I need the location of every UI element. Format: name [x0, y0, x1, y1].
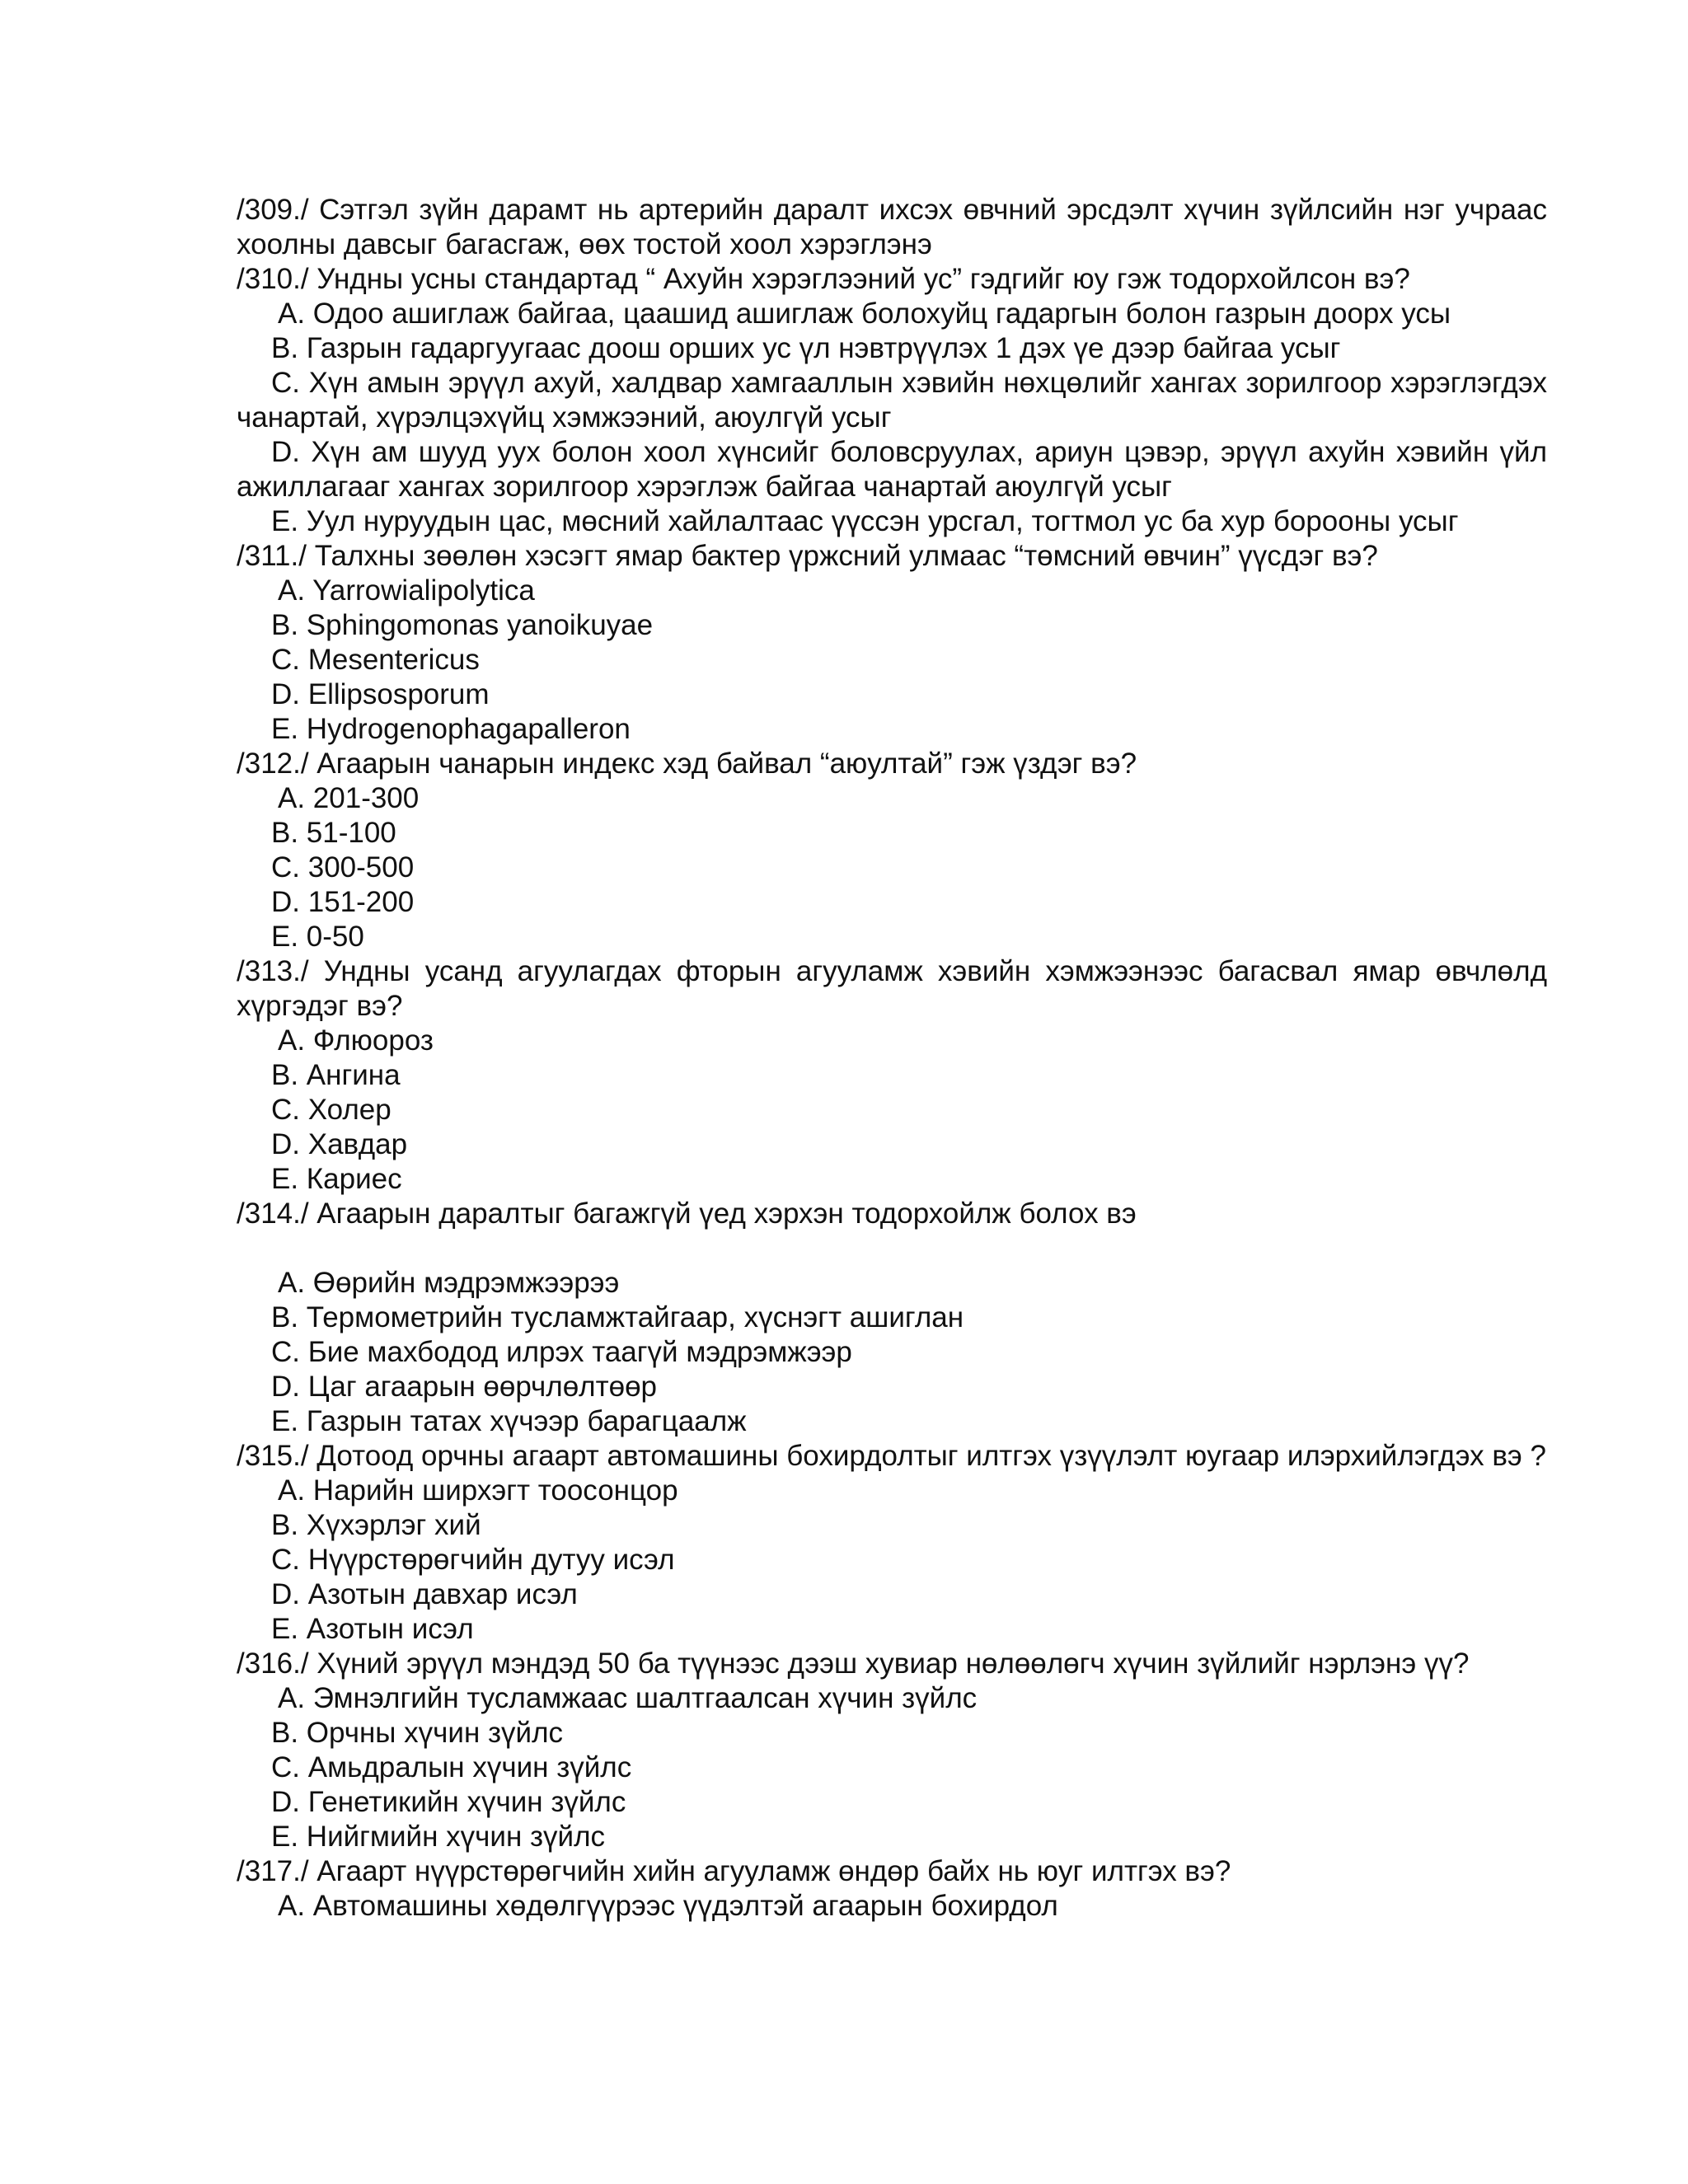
option-314-a: A. Өөрийн мэдрэмжээрээ	[278, 1267, 620, 1299]
option-316-b: B. Орчны хүчин зүйлс	[271, 1717, 564, 1749]
option-314-c: C. Бие махбодод илрэх таагүй мэдрэмжээр	[271, 1336, 852, 1368]
option-315-b: B. Хүхэрлэг хий	[271, 1509, 481, 1541]
option-313-c: C. Холер	[271, 1094, 392, 1126]
question-311: /311./ Талхны зөөлөн хэсэгт ямар бактер үржсний улмаас “төмсний өвчин” үүсдэг вэ?	[237, 540, 1378, 572]
option-315-c: C. Нүүрстөрөгчийн дутуу исэл	[271, 1544, 675, 1576]
option-312-a: A. 201-300	[278, 782, 420, 814]
question-312: /312./ Агаарын чанарын индекс хэд байвал “аюултай” гэж үздэг вэ?	[237, 748, 1137, 780]
blank-line	[237, 1231, 1547, 1266]
option-316-a: A. Эмнэлгийн тусламжаас шалтгаалсан хүчин зүйлс	[278, 1682, 978, 1714]
option-311-e: E. Hydrogenophagapalleron	[271, 713, 631, 745]
option-314-b: B. Термометрийн тусламжтайгаар, хүснэгт ашиглан	[271, 1301, 964, 1333]
option-316-e: E. Нийгмийн хүчин зүйлс	[271, 1821, 606, 1853]
question-310: /310./ Ундны усны стандартад “ Ахуйн хэрэглээний ус” гэдгийг юу гэж тодорхойлсон вэ?	[237, 263, 1410, 295]
option-315-e: E. Азотын исэл	[271, 1613, 474, 1645]
option-313-d: D. Хавдар	[271, 1128, 408, 1160]
question-309: /309./ Сэтгэл зүйн дарамт нь артерийн даралт ихсэх өвчний эрсдэлт хүчин зүйлсийн нэг учраас хоолны давсыг багасгаж, өөх тостой хоол хэрэглэнэ	[237, 194, 1547, 260]
option-316-d: D. Генетикийн хүчин зүйлс	[271, 1786, 626, 1818]
question-313: /313./ Ундны усанд агуулагдах фторын агууламж хэвийн хэмжээнээс багасвал ямар өвчлөлд хүргэдэг вэ?	[237, 955, 1547, 1022]
question-314: /314./ Агаарын даралтыг багажгүй үед хэрхэн тодорхойлж болох вэ	[237, 1197, 1137, 1230]
option-312-e: E. 0-50	[271, 921, 364, 953]
question-list	[237, 193, 1547, 1924]
option-314-e: E. Газрын татах хүчээр барагцаалж	[271, 1405, 747, 1437]
option-312-d: D. 151-200	[271, 886, 415, 918]
option-313-e: E. Кариес	[271, 1163, 402, 1195]
option-314-d: D. Цаг агаарын өөрчлөлтөөр	[271, 1371, 658, 1403]
question-316: /316./ Хүний эрүүл мэндэд 50 ба түүнээс дээш хувиар нөлөөлөгч хүчин зүйлийг нэрлэнэ үү?	[237, 1647, 1470, 1680]
option-315-d: D. Азотын давхар исэл	[271, 1578, 578, 1610]
option-310-e: E. Уул нуруудын цас, мөсний хайлалтаас үүссэн урсгал, тогтмол ус ба хур борооны усыг	[271, 505, 1459, 537]
option-315-a: A. Нарийн ширхэгт тоосонцор	[278, 1474, 678, 1507]
option-311-a: A. Yarrowialipolytica	[278, 574, 535, 607]
option-311-b: B. Sphingomonas yanoikuyae	[271, 609, 654, 641]
option-310-b: B. Газрын гадаргуугаас доош орших ус үл нэвтрүүлэх 1 дэх үе дээр байгаа усыг	[271, 332, 1341, 364]
option-310-d: D. Хүн ам шууд уух болон хоол хүнсийг боловсруулах, ариун цэвэр, эрүүл ахуйн хэвийн үйл ажиллагааг хангах зорилгоор хэрэглэж байгаа чанартай аюулгүй усыг	[237, 436, 1547, 503]
option-316-c: C. Амьдралын хүчин зүйлс	[271, 1751, 632, 1783]
question-317: /317./ Агаарт нүүрстөрөгчийн хийн агууламж өндөр байх нь юуг илтгэх вэ?	[237, 1855, 1231, 1887]
option-310-c: C. Хүн амын эрүүл ахуй, халдвар хамгааллын хэвийн нөхцөлийг хангах зорилгоор хэрэглэгдэх чанартай, хүрэлцэхүйц хэмжээний, аюулгүй усыг	[237, 367, 1547, 434]
option-311-d: D. Ellipsosporum	[271, 678, 490, 710]
option-313-b: B. Ангина	[271, 1059, 401, 1091]
question-315: /315./ Дотоод орчны агаарт автомашины бохирдолтыг илтгэх үзүүлэлт юугаар илэрхийлэгдэх вэ ?	[237, 1440, 1546, 1472]
option-313-a: A. Флюороз	[278, 1024, 434, 1057]
option-312-b: B. 51-100	[271, 817, 396, 849]
option-312-c: C. 300-500	[271, 851, 415, 883]
option-317-a: A. Автомашины хөдөлгүүрээс үүдэлтэй агаарын бохирдол	[278, 1890, 1058, 1922]
option-310-a: A. Одоо ашиглаж байгаа, цаашид ашиглаж болохуйц гадаргын болон газрын доорх усы	[278, 298, 1451, 330]
option-311-c: C. Mesentericus	[271, 644, 480, 676]
